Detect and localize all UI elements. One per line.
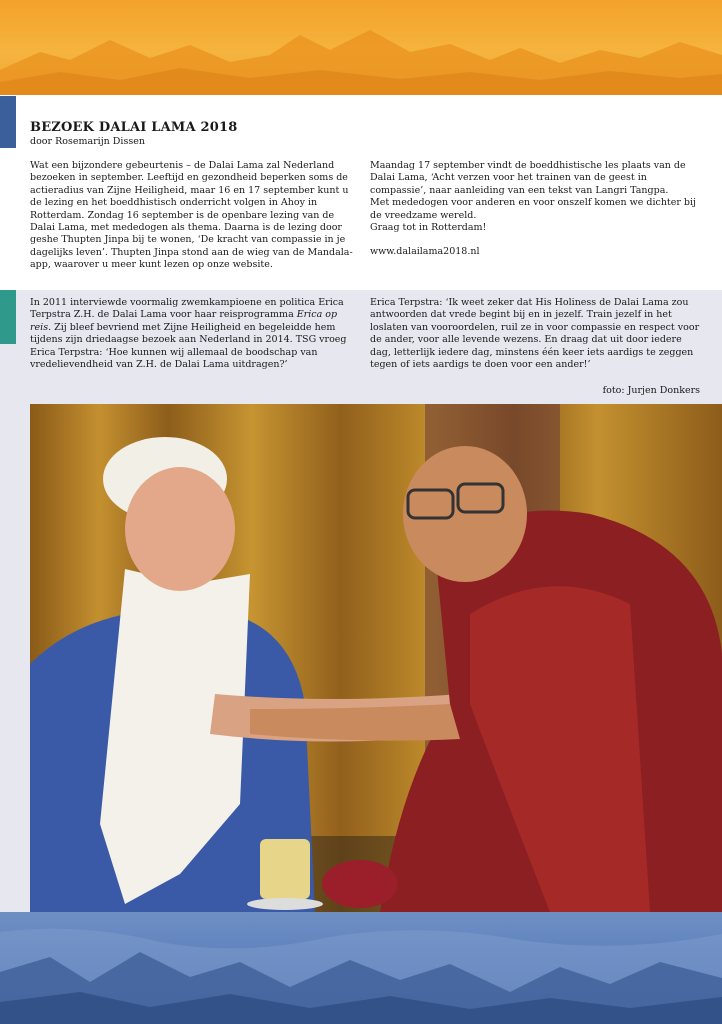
interview-accent-bar [0,290,16,344]
section-accent-bar [0,96,16,148]
interview-column-right [370,297,700,371]
article-paragraph: Met mededogen voor anderen en voor onszelf komen we dichter bij de vreedzame wereld. [370,197,697,221]
interview-quote: Erica Terpstra: ‘Ik weet zeker dat His Holiness de Dalai Lama zou antwoorden dat vrede begint bij en in jezelf. Train jezelf in het loslaten van vooroordelen, ruil ze in voor compassie en respect voor de ander, voor alle levende wezens. En draag dat uit door iedere dag, letterlijk iedere dag, minstens één keer iets aardigs te zeggen tegen of iets aardigs te doen voor een ander!’ [370,297,700,371]
program-name: Erica op reis [30,309,338,333]
article-byline: door Rosemarijn Dissen [30,136,145,147]
article-column-left [30,160,358,272]
event-photo [30,404,722,912]
interview-intro: In 2011 interviewde voormalig zwemkampioene en politica Erica Terpstra Z.H. de Dalai Lama voor haar reisprogramma Erica op reis. Zij bleef bevriend met Zijne Heiligheid en begeleidde hem tijdens zijn driedaagse bezoek aan Nederland in 2014. TSG vroeg Erica Terpstra: ‘Hoe kunnen wij allemaal de boodschap van vredelievendheid van Z.H. de Dalai Lama uitdragen?’ [30,297,347,371]
article-column-right [370,160,700,259]
mountain-silhouette-bottom [0,912,722,1024]
article-title: BEZOEK DALAI LAMA 2018 [30,120,238,135]
mountain-silhouette-top [0,0,722,95]
article-paragraph: Graag tot in Rotterdam! [370,222,487,234]
bottom-mountain-banner [0,912,722,1024]
article-paragraph: Maandag 17 september vindt de boeddhistische les plaats van de Dalai Lama, ‘Acht verzen voor het trainen van de geest in compassie’, naar aanleiding van een tekst van Langri Tangpa. [370,160,686,196]
photo-credit: foto: Jurjen Donkers [602,385,700,396]
website-link[interactable]: www.dalailama2018.nl [370,246,480,258]
article-paragraph: Wat een bijzondere gebeurtenis – de Dalai Lama zal Nederland bezoeken in september. Leeftijd en gezondheid beperken soms de actieradius van Zijne Heiligheid, maar 16 en 17 september kunt u de lezing en het boeddhistisch onderricht volgen in Ahoy in Rotterdam. Zondag 16 september is de openbare lezing van de Dalai Lama, met mededogen als thema. Daarna is de lezing door geshe Thupten Jinpa bij te wonen, ‘De kracht van compassie in je dagelijks leven’. Thupten Jinpa stond aan de wieg van de Mandala-app, waarover u meer kunt lezen op onze website. [30,160,353,271]
top-mountain-banner [0,0,722,95]
interview-column-left [30,297,358,371]
photo-illustration [30,404,722,912]
